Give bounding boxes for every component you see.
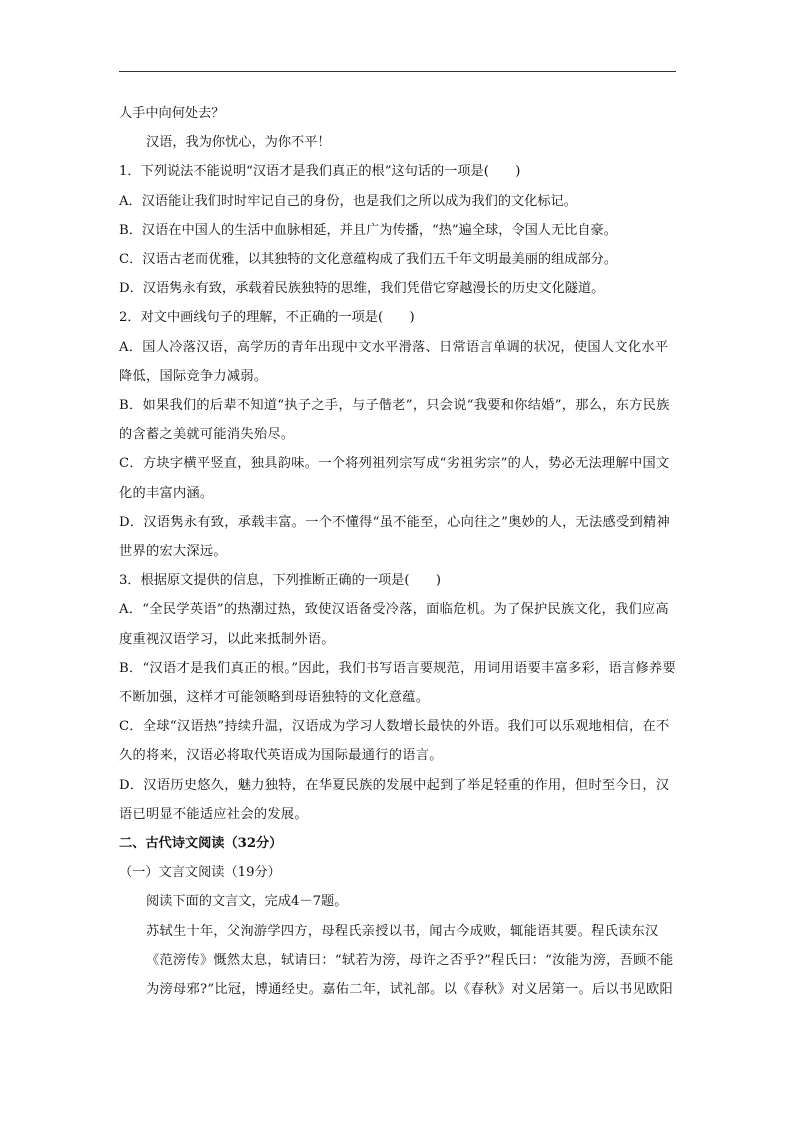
question-3-option-d: D．汉语历史悠久，魅力独特，在华夏民族的发展中起到了举足轻重的作用，但时至今日，汉语已明显不能适应社会的发展。 (119, 777, 670, 822)
classical-passage: 苏轼生十年，父洵游学四方，母程氏亲授以书，闻古今成败，辄能语其要。程氏读东汉《范滂传》慨然太息，轼请曰：“轼若为滂，母许之否乎?”程氏曰：“汝能为滂，吾顾不能为滂母邪?”比冠，博通经史。嘉佑二年，试礼部。以《春秋》对义居第一。后以书见欧阳 (146, 923, 674, 998)
question-2-option-c: C．方块字横平竖直，独具韵味。一个将列祖列宗写成“劣祖劣宗”的人，势必无法理解中国文化的丰富内涵。 (119, 456, 670, 501)
section-heading: 二、古代诗文阅读（32分） (119, 836, 283, 852)
document-body (119, 99, 679, 1004)
text-line: 人手中向何处去？ (119, 106, 225, 121)
question-1-option-c: C．汉语古老而优雅，以其独特的文化意蕴构成了我们五千年文明最美丽的组成部分。 (119, 252, 618, 268)
question-2-option-d: D．汉语隽永有致，承载丰富。一个不懂得“虽不能至，心向往之”奥妙的人，无法感受到精神世界的宏大深远。 (119, 514, 670, 560)
question-3-option-b: B．“汉语才是我们真正的根。”因此，我们书写语言要规范，用词用语要丰富多彩，语言修养要不断加强，这样才可能领略到母语独特的文化意蕴。 (119, 660, 676, 706)
instruction: 阅读下面的文言文，完成4－7题。 (146, 894, 348, 910)
question-2-stem: 2．对文中画线句子的理解，不正确的一项是( ) (119, 310, 415, 326)
question-1-option-b: B．汉语在中国人的生活中血脉相延，并且广为传播，“热”遍全球，令国人无比自豪。 (119, 222, 617, 238)
question-1-option-d: D．汉语隽永有致，承载着民族独特的思维，我们凭借它穿越漫长的历史文化隧道。 (119, 281, 605, 297)
subsection-heading: （一）文言文阅读（19分） (119, 865, 281, 881)
question-3-option-c: C．全球“汉语热”持续升温，汉语成为学习人数增长最快的外语。我们可以乐观地相信，在不久的将来，汉语必将取代英语成为国际最通行的语言。 (119, 719, 670, 764)
question-3-stem: 3．根据原文提供的信息，下列推断正确的一项是( ) (119, 573, 441, 589)
question-3-option-a: A．“全民学英语”的热潮过热，致使汉语备受冷落，面临危机。为了保护民族文化，我们应高度重视汉语学习，以此来抵制外语。 (119, 602, 669, 647)
question-2-option-a: A．国人冷落汉语，高学历的青年出现中文水平滑落、日常语言单调的状况，使国人文化水平降低，国际竞争力减弱。 (119, 339, 669, 384)
question-1-stem: 1．下列说法不能说明“汉语才是我们真正的根”这句话的一项是( ) (119, 164, 521, 180)
text-line: 汉语，我为你忧心，为你不平！ (146, 135, 331, 151)
question-2-option-b: B．如果我们的后辈不知道“执子之手，与子偕老”，只会说“我要和你结婚”，那么，东方民族的含蓄之美就可能消失殆尽。 (119, 398, 670, 443)
header-rule (119, 71, 676, 72)
question-1-option-a: A．汉语能让我们时时牢记自己的身份，也是我们之所以成为我们的文化标记。 (119, 193, 577, 209)
